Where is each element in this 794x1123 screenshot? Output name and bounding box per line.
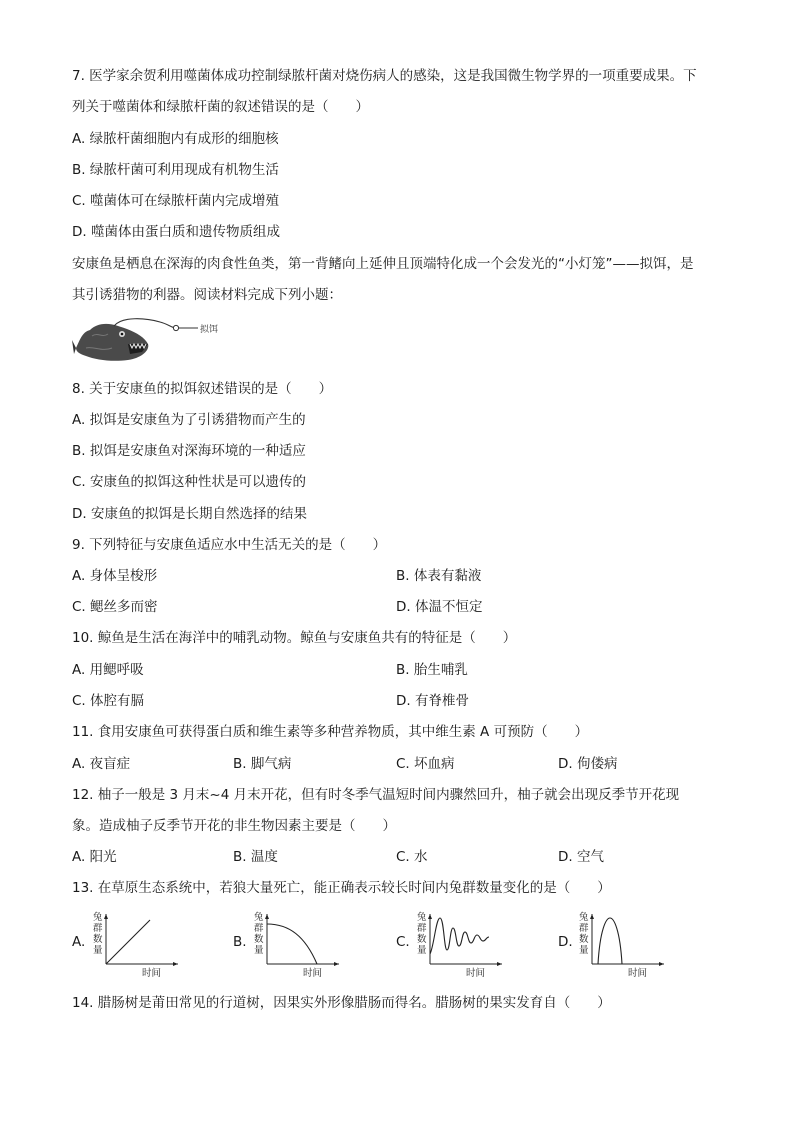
- material-line2: 其引诱猎物的利器。阅读材料完成下列小题：: [72, 287, 342, 303]
- y-label-char: 兔: [254, 912, 264, 923]
- y-label-char: 数: [417, 934, 427, 945]
- q13-stem: 13. 在草原生态系统中，若狼大量死亡，能正确表示较长时间内兔群数量变化的是（ ）: [72, 880, 611, 896]
- y-label-char: 量: [254, 945, 264, 956]
- q9-option-c: C. 鳃丝多而密: [72, 599, 158, 615]
- curve-decline: [267, 924, 317, 964]
- curve-oscillation: [430, 918, 489, 954]
- q9-option-d: D. 体温不恒定: [396, 599, 483, 615]
- q13-graph-d-svg: [576, 910, 726, 978]
- x-label: 时间: [628, 968, 648, 978]
- y-label-char: 群: [93, 923, 103, 934]
- q11-option-b: B. 脚气病: [233, 756, 292, 772]
- y-label-char: 兔: [579, 912, 589, 923]
- q12-option-a: A. 阳光: [72, 849, 117, 865]
- q13-graph-d: [558, 910, 728, 978]
- q9-option-a: A. 身体呈梭形: [72, 568, 158, 584]
- q8-option-c: C. 安康鱼的拟饵这种性状是可以遗传的: [72, 474, 307, 490]
- q7-stem-line2: 列关于噬菌体和绿脓杆菌的叙述错误的是（ ）: [72, 99, 369, 115]
- q7-option-a: A. 绿脓杆菌细胞内有成形的细胞核: [72, 131, 279, 147]
- lure-label: 拟饵: [200, 325, 219, 335]
- q13-option-b-label: B.: [233, 934, 247, 950]
- y-label-char: 数: [93, 934, 103, 945]
- y-label-char: 群: [579, 923, 589, 934]
- y-label-char: 群: [417, 923, 427, 934]
- q10-option-a: A. 用鳃呼吸: [72, 662, 144, 678]
- q12-option-d: D. 空气: [558, 849, 604, 865]
- y-label-char: 量: [579, 945, 589, 956]
- q11-stem: 11. 食用安康鱼可获得蛋白质和维生素等多种营养物质，其中维生素 A 可预防（ ）: [72, 724, 589, 740]
- q8-option-a: A. 拟饵是安康鱼为了引诱猎物而产生的: [72, 412, 306, 428]
- q11-option-d: D. 佝偻病: [558, 756, 618, 772]
- q13-graph-b-svg: [251, 910, 401, 978]
- q13-option-c-label: C.: [396, 934, 410, 950]
- q12-stem-line1: 12. 柚子一般是 3 月末~4 月末开花，但有时冬季气温短时间内骤然回升，柚子就会出现反季节开花现: [72, 787, 680, 803]
- x-label: 时间: [466, 968, 486, 978]
- q13-graph-b: [233, 910, 403, 978]
- y-label-char: 群: [254, 923, 264, 934]
- x-label: 时间: [142, 968, 162, 978]
- q12-stem-line2: 象。造成柚子反季节开花的非生物因素主要是（ ）: [72, 818, 396, 834]
- anglerfish-figure: [72, 318, 232, 364]
- q12-option-c: C. 水: [396, 849, 428, 865]
- q9-option-b: B. 体表有黏液: [396, 568, 482, 584]
- q7-option-c: C. 噬菌体可在绿脓杆菌内完成增殖: [72, 193, 280, 209]
- q13-graph-c: [396, 910, 566, 978]
- q8-option-d: D. 安康鱼的拟饵是长期自然选择的结果: [72, 506, 307, 522]
- q10-option-b: B. 胎生哺乳: [396, 662, 468, 678]
- curve-linear: [106, 920, 150, 964]
- q7-stem-line1: 7. 医学家余贺利用噬菌体成功控制绿脓杆菌对烧伤病人的感染，这是我国微生物学界的一项重要成果。下: [72, 68, 697, 84]
- q10-option-d: D. 有脊椎骨: [396, 693, 469, 709]
- q13-option-a-label: A.: [72, 934, 86, 950]
- q13-option-d-label: D.: [558, 934, 573, 950]
- y-label-char: 量: [93, 945, 103, 956]
- q8-stem: 8. 关于安康鱼的拟饵叙述错误的是（ ）: [72, 381, 333, 397]
- q10-stem: 10. 鲸鱼是生活在海洋中的哺乳动物。鲸鱼与安康鱼共有的特征是（ ）: [72, 630, 517, 646]
- q9-stem: 9. 下列特征与安康鱼适应水中生活无关的是（ ）: [72, 537, 387, 553]
- y-label-char: 数: [254, 934, 264, 945]
- curve-rise-fall: [598, 918, 622, 964]
- q7-option-d: D. 噬菌体由蛋白质和遗传物质组成: [72, 224, 280, 240]
- material-line1: 安康鱼是栖息在深海的肉食性鱼类，第一背鳍向上延伸且顶端特化成一个会发光的“小灯笼”——拟饵，是: [72, 256, 694, 272]
- y-label-char: 兔: [417, 912, 427, 923]
- q8-option-b: B. 拟饵是安康鱼对深海环境的一种适应: [72, 443, 306, 459]
- q10-option-c: C. 体腔有膈: [72, 693, 145, 709]
- q13-graph-a-svg: [90, 910, 240, 978]
- x-label: 时间: [303, 968, 323, 978]
- q12-option-b: B. 温度: [233, 849, 278, 865]
- q7-option-b: B. 绿脓杆菌可利用现成有机物生活: [72, 162, 279, 178]
- q13-graph-c-svg: [414, 910, 564, 978]
- q11-option-c: C. 坏血病: [396, 756, 455, 772]
- q13-graph-a: [72, 910, 242, 978]
- q14-stem: 14. 腊肠树是莆田常见的行道树，因果实外形像腊肠而得名。腊肠树的果实发育自（ ）: [72, 995, 611, 1011]
- y-label-char: 兔: [93, 912, 103, 923]
- q11-option-a: A. 夜盲症: [72, 756, 131, 772]
- y-label-char: 数: [579, 934, 589, 945]
- y-label-char: 量: [417, 945, 427, 956]
